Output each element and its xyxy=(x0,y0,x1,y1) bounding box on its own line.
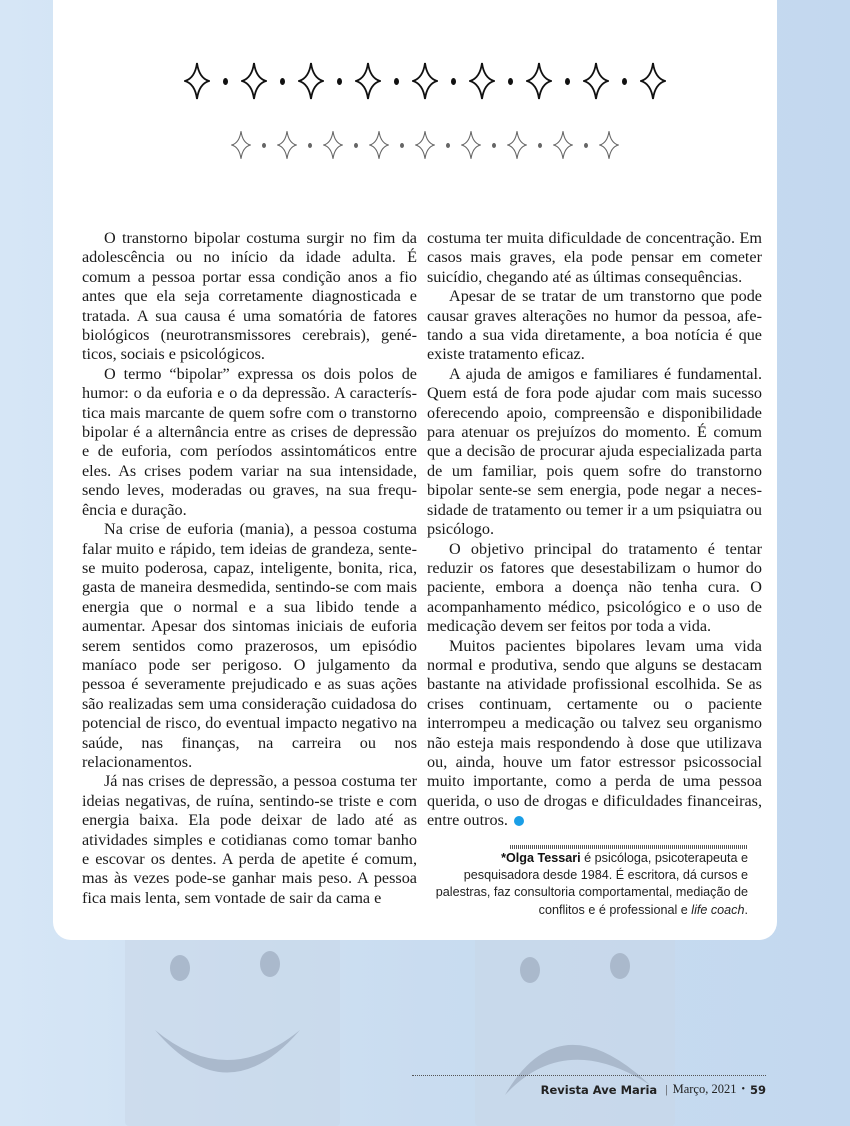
bio-end: . xyxy=(744,902,748,917)
four-point-star-icon xyxy=(469,62,495,100)
four-point-star-icon xyxy=(461,130,481,160)
ornament-dot-icon xyxy=(446,143,450,148)
ornament-dot-icon xyxy=(394,78,399,85)
ornament-row-small xyxy=(0,130,850,160)
four-point-star-icon xyxy=(369,130,389,160)
four-point-star-icon xyxy=(553,130,573,160)
paragraph-continued: costuma ter muita dificuldade de concentração. Em casos mais graves, ela pode pensar em cometer suicídio, chegando até as últimas consequências. xyxy=(427,229,762,286)
paragraph: Na crise de euforia (mania), a pessoa costuma falar muito e rápido, tem ideias de grandeza, sente-se muito poderosa, capaz, inteligente, bonita, rica, gasta de maneira desmedida, sentindo-se com mais energia que o normal e a sua libido tende a aumentar. Apesar dos sintomas iniciais de euforia serem sentidos como prazerosos, um episódio maníaco pode ser perigoso. O julgamento da pessoa é severamente prejudicado e as suas ações são realizadas sem uma consideração cuidadosa do potencial de risco, do eventual impacto negativo na saúde, nas finanças, na carreira ou nos relacionamentos. xyxy=(82,520,417,771)
sad-face-icon xyxy=(505,953,650,1095)
magazine-name: Revista Ave Maria xyxy=(540,1082,658,1097)
ornament-dot-icon xyxy=(565,78,570,85)
paragraph-last xyxy=(427,637,762,831)
footer-separator: | xyxy=(665,1082,668,1096)
four-point-star-icon xyxy=(298,62,324,100)
four-point-star-icon xyxy=(412,62,438,100)
bio-text: é psicóloga, psicoterapeuta e pesquisadora desde 1984. É escritora, dá cursos e palestras, faz consultoria comportamental, mediação de conflitos e é professional e xyxy=(435,851,748,917)
article-column-right xyxy=(427,229,762,831)
ornament-dot-icon xyxy=(508,78,513,85)
bio-italic: life coach xyxy=(691,902,745,917)
ornament-dot-icon xyxy=(308,143,312,148)
ornament-dot-icon xyxy=(337,78,342,85)
end-of-article-dot-icon xyxy=(514,816,524,826)
four-point-star-icon xyxy=(184,62,210,100)
ornament-dot-icon xyxy=(451,78,456,85)
four-point-star-icon xyxy=(241,62,267,100)
four-point-star-icon xyxy=(231,130,251,160)
four-point-star-icon xyxy=(355,62,381,100)
ornament-dot-icon xyxy=(400,143,404,148)
ornament-dot-icon xyxy=(262,143,266,148)
four-point-star-icon xyxy=(526,62,552,100)
author-bio xyxy=(425,850,748,919)
ornament-dot-icon xyxy=(538,143,542,148)
ornament-dot-icon xyxy=(280,78,285,85)
four-point-star-icon xyxy=(323,130,343,160)
smiley-face-icon xyxy=(155,951,300,1073)
bio-divider xyxy=(510,845,748,849)
ornament-dot-icon xyxy=(354,143,358,148)
ornament-dot-icon xyxy=(584,143,588,148)
author-name: *Olga Tessari xyxy=(501,851,581,865)
ornament-dot-icon xyxy=(492,143,496,148)
four-point-star-icon xyxy=(640,62,666,100)
page-footer xyxy=(541,1082,766,1097)
four-point-star-icon xyxy=(277,130,297,160)
article-column-left xyxy=(82,229,417,908)
footer-divider xyxy=(412,1075,766,1076)
paragraph: O termo “bipolar” expressa os dois polos de humor: o da euforia e o da depressão. A característica mais marcante de quem sofre com o transtorno bipolar é a alternância entre as crises de depressão e de euforia, com períodos assintomáticos entre eles. As crises podem variar na sua intensidade, sendo leves, moderadas ou graves, na sua frequência e duração. xyxy=(82,364,417,519)
page-number: 59 xyxy=(749,1082,766,1097)
four-point-star-icon xyxy=(415,130,435,160)
paragraph: O transtorno bipolar costuma surgir no fim da adolescência ou no início da idade adulta. É comum a pessoa portar essa condição anos a fio antes que ela seja corretamente diagnosticada e tratada. A sua causa é uma somatória de fatores biológicos (neurotransmissores cerebrais), genéticos, sociais e psicológicos. xyxy=(82,229,417,364)
four-point-star-icon xyxy=(507,130,527,160)
paragraph: A ajuda de amigos e familiares é fundamental. Quem está de fora pode ajudar com mais sucesso oferecendo apoio, compreensão e disponibilidade para atenuar os prejuízos do momento. É comum que a decisão de procurar ajuda especializada parta de um familiar, pois quem sofre do transtorno bipolar sente-se sem energia, pode negar a necessidade de tratamento ou temer ir a um psiquiatra ou psicólogo. xyxy=(427,364,762,539)
ornament-row-large xyxy=(0,62,850,100)
paragraph: Apesar de se tratar de um transtorno que pode causar graves alterações no humor da pessoa, afetando a sua vida diretamente, a boa notícia é que existe tratamento eficaz. xyxy=(427,287,762,364)
ornament-dot-icon xyxy=(223,78,228,85)
ornament-dot-icon xyxy=(622,78,627,85)
paragraph: O objetivo principal do tratamento é tentar reduzir os fatores que desestabilizam o humor do paciente, embora a doença não tenha cura. O acompanhamento médico, psicológico e o uso de medicação devem ser feitos por toda a vida. xyxy=(427,539,762,636)
four-point-star-icon xyxy=(599,130,619,160)
footer-bullet: • xyxy=(741,1084,745,1095)
issue-date: Março, 2021 xyxy=(672,1082,737,1096)
paragraph-text: Muitos pacientes bipolares levam uma vida normal e produtiva, sendo que alguns se destacam bastante na atividade profissional escolhida. Se as crises continuam, certamente ou o paciente interrompeu a medicação ou talvez seu organismo não esteja mais respondendo à dose que utilizava ou, ainda, houve um fator estressor psicossocial muito importante, como a perda de uma pessoa querida, o uso de drogas e dificuldades financeiras, entre outros. xyxy=(427,636,762,830)
four-point-star-icon xyxy=(583,62,609,100)
paragraph: Já nas crises de depressão, a pessoa costuma ter ideias negativas, de ruína, sentindo-se triste e com energia baixa. Ela pode deixar de lado até as atividades simples e cotidianas como tomar banho e escovar os dentes. A perda de apetite é comum, mas às vezes pode-se ganhar mais peso. A pessoa fica mais lenta, sem vontade de sair da cama e xyxy=(82,772,417,907)
